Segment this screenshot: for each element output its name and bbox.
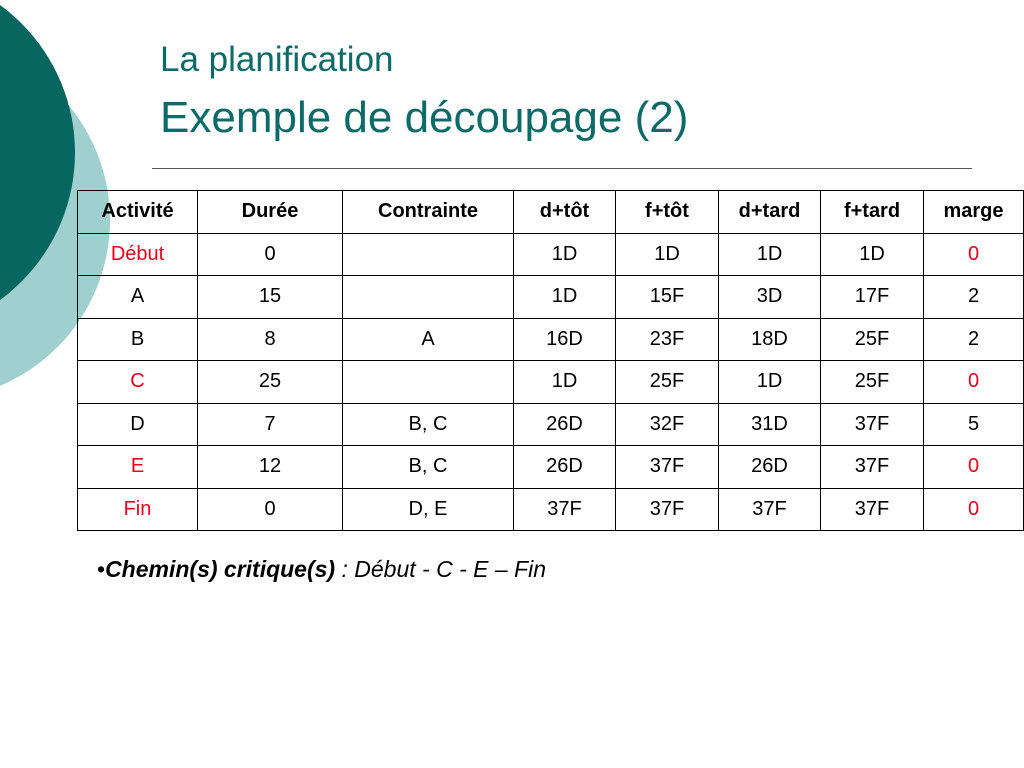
margin-cell: 5 [924,403,1024,446]
header-cell-duree: Durée [198,191,343,234]
duration-cell: 12 [198,446,343,489]
late-finish-cell: 25F [821,318,924,361]
header-cell-contrainte: Contrainte [343,191,514,234]
early-start-cell: 26D [514,403,616,446]
table-row [78,318,1024,361]
early-finish-cell: 15F [616,276,719,319]
early-start-cell: 1D [514,361,616,404]
margin-cell: 2 [924,276,1024,319]
constraint-cell: D, E [343,488,514,531]
slide-subtitle: La planification [160,40,394,79]
duration-cell: 0 [198,488,343,531]
critical-path-note [97,556,546,583]
header-cell-d-tard: d+tard [719,191,821,234]
late-start-cell: 31D [719,403,821,446]
constraint-cell: B, C [343,403,514,446]
late-start-cell: 1D [719,361,821,404]
early-finish-cell: 32F [616,403,719,446]
early-finish-cell: 37F [616,488,719,531]
late-start-cell: 1D [719,233,821,276]
activity-cell: E [78,446,198,489]
early-start-cell: 26D [514,446,616,489]
constraint-cell [343,361,514,404]
late-finish-cell: 37F [821,488,924,531]
early-finish-cell: 37F [616,446,719,489]
early-start-cell: 1D [514,233,616,276]
table-header-row [78,191,1024,234]
critical-path-value: : Début - C - E – Fin [335,556,546,582]
table-row [78,361,1024,404]
constraint-cell: A [343,318,514,361]
header-cell-activite: Activité [78,191,198,234]
constraint-cell [343,233,514,276]
margin-cell: 2 [924,318,1024,361]
duration-cell: 0 [198,233,343,276]
late-finish-cell: 37F [821,403,924,446]
planning-table [77,190,1024,531]
early-finish-cell: 25F [616,361,719,404]
activity-cell: B [78,318,198,361]
late-finish-cell: 37F [821,446,924,489]
header-cell-d-tot: d+tôt [514,191,616,234]
late-finish-cell: 17F [821,276,924,319]
activity-cell: Début [78,233,198,276]
table-row [78,403,1024,446]
bullet: • [97,556,106,582]
early-start-cell: 37F [514,488,616,531]
header-cell-f-tard: f+tard [821,191,924,234]
slide-title: Exemple de découpage (2) [160,93,689,142]
activity-cell: A [78,276,198,319]
late-start-cell: 3D [719,276,821,319]
table-row [78,276,1024,319]
late-start-cell: 18D [719,318,821,361]
margin-cell: 0 [924,233,1024,276]
header-cell-f-tot: f+tôt [616,191,719,234]
margin-cell: 0 [924,488,1024,531]
table-row [78,446,1024,489]
constraint-cell: B, C [343,446,514,489]
duration-cell: 15 [198,276,343,319]
activity-cell: D [78,403,198,446]
constraint-cell [343,276,514,319]
early-finish-cell: 23F [616,318,719,361]
table-row [78,488,1024,531]
activity-cell: Fin [78,488,198,531]
early-finish-cell: 1D [616,233,719,276]
margin-cell: 0 [924,446,1024,489]
duration-cell: 25 [198,361,343,404]
table-row [78,233,1024,276]
late-start-cell: 37F [719,488,821,531]
activity-cell: C [78,361,198,404]
late-start-cell: 26D [719,446,821,489]
early-start-cell: 16D [514,318,616,361]
title-divider [152,168,972,169]
duration-cell: 8 [198,318,343,361]
critical-path-label: Chemin(s) critique(s) [105,556,336,582]
duration-cell: 7 [198,403,343,446]
margin-cell: 0 [924,361,1024,404]
header-cell-marge: marge [924,191,1024,234]
late-finish-cell: 25F [821,361,924,404]
late-finish-cell: 1D [821,233,924,276]
early-start-cell: 1D [514,276,616,319]
